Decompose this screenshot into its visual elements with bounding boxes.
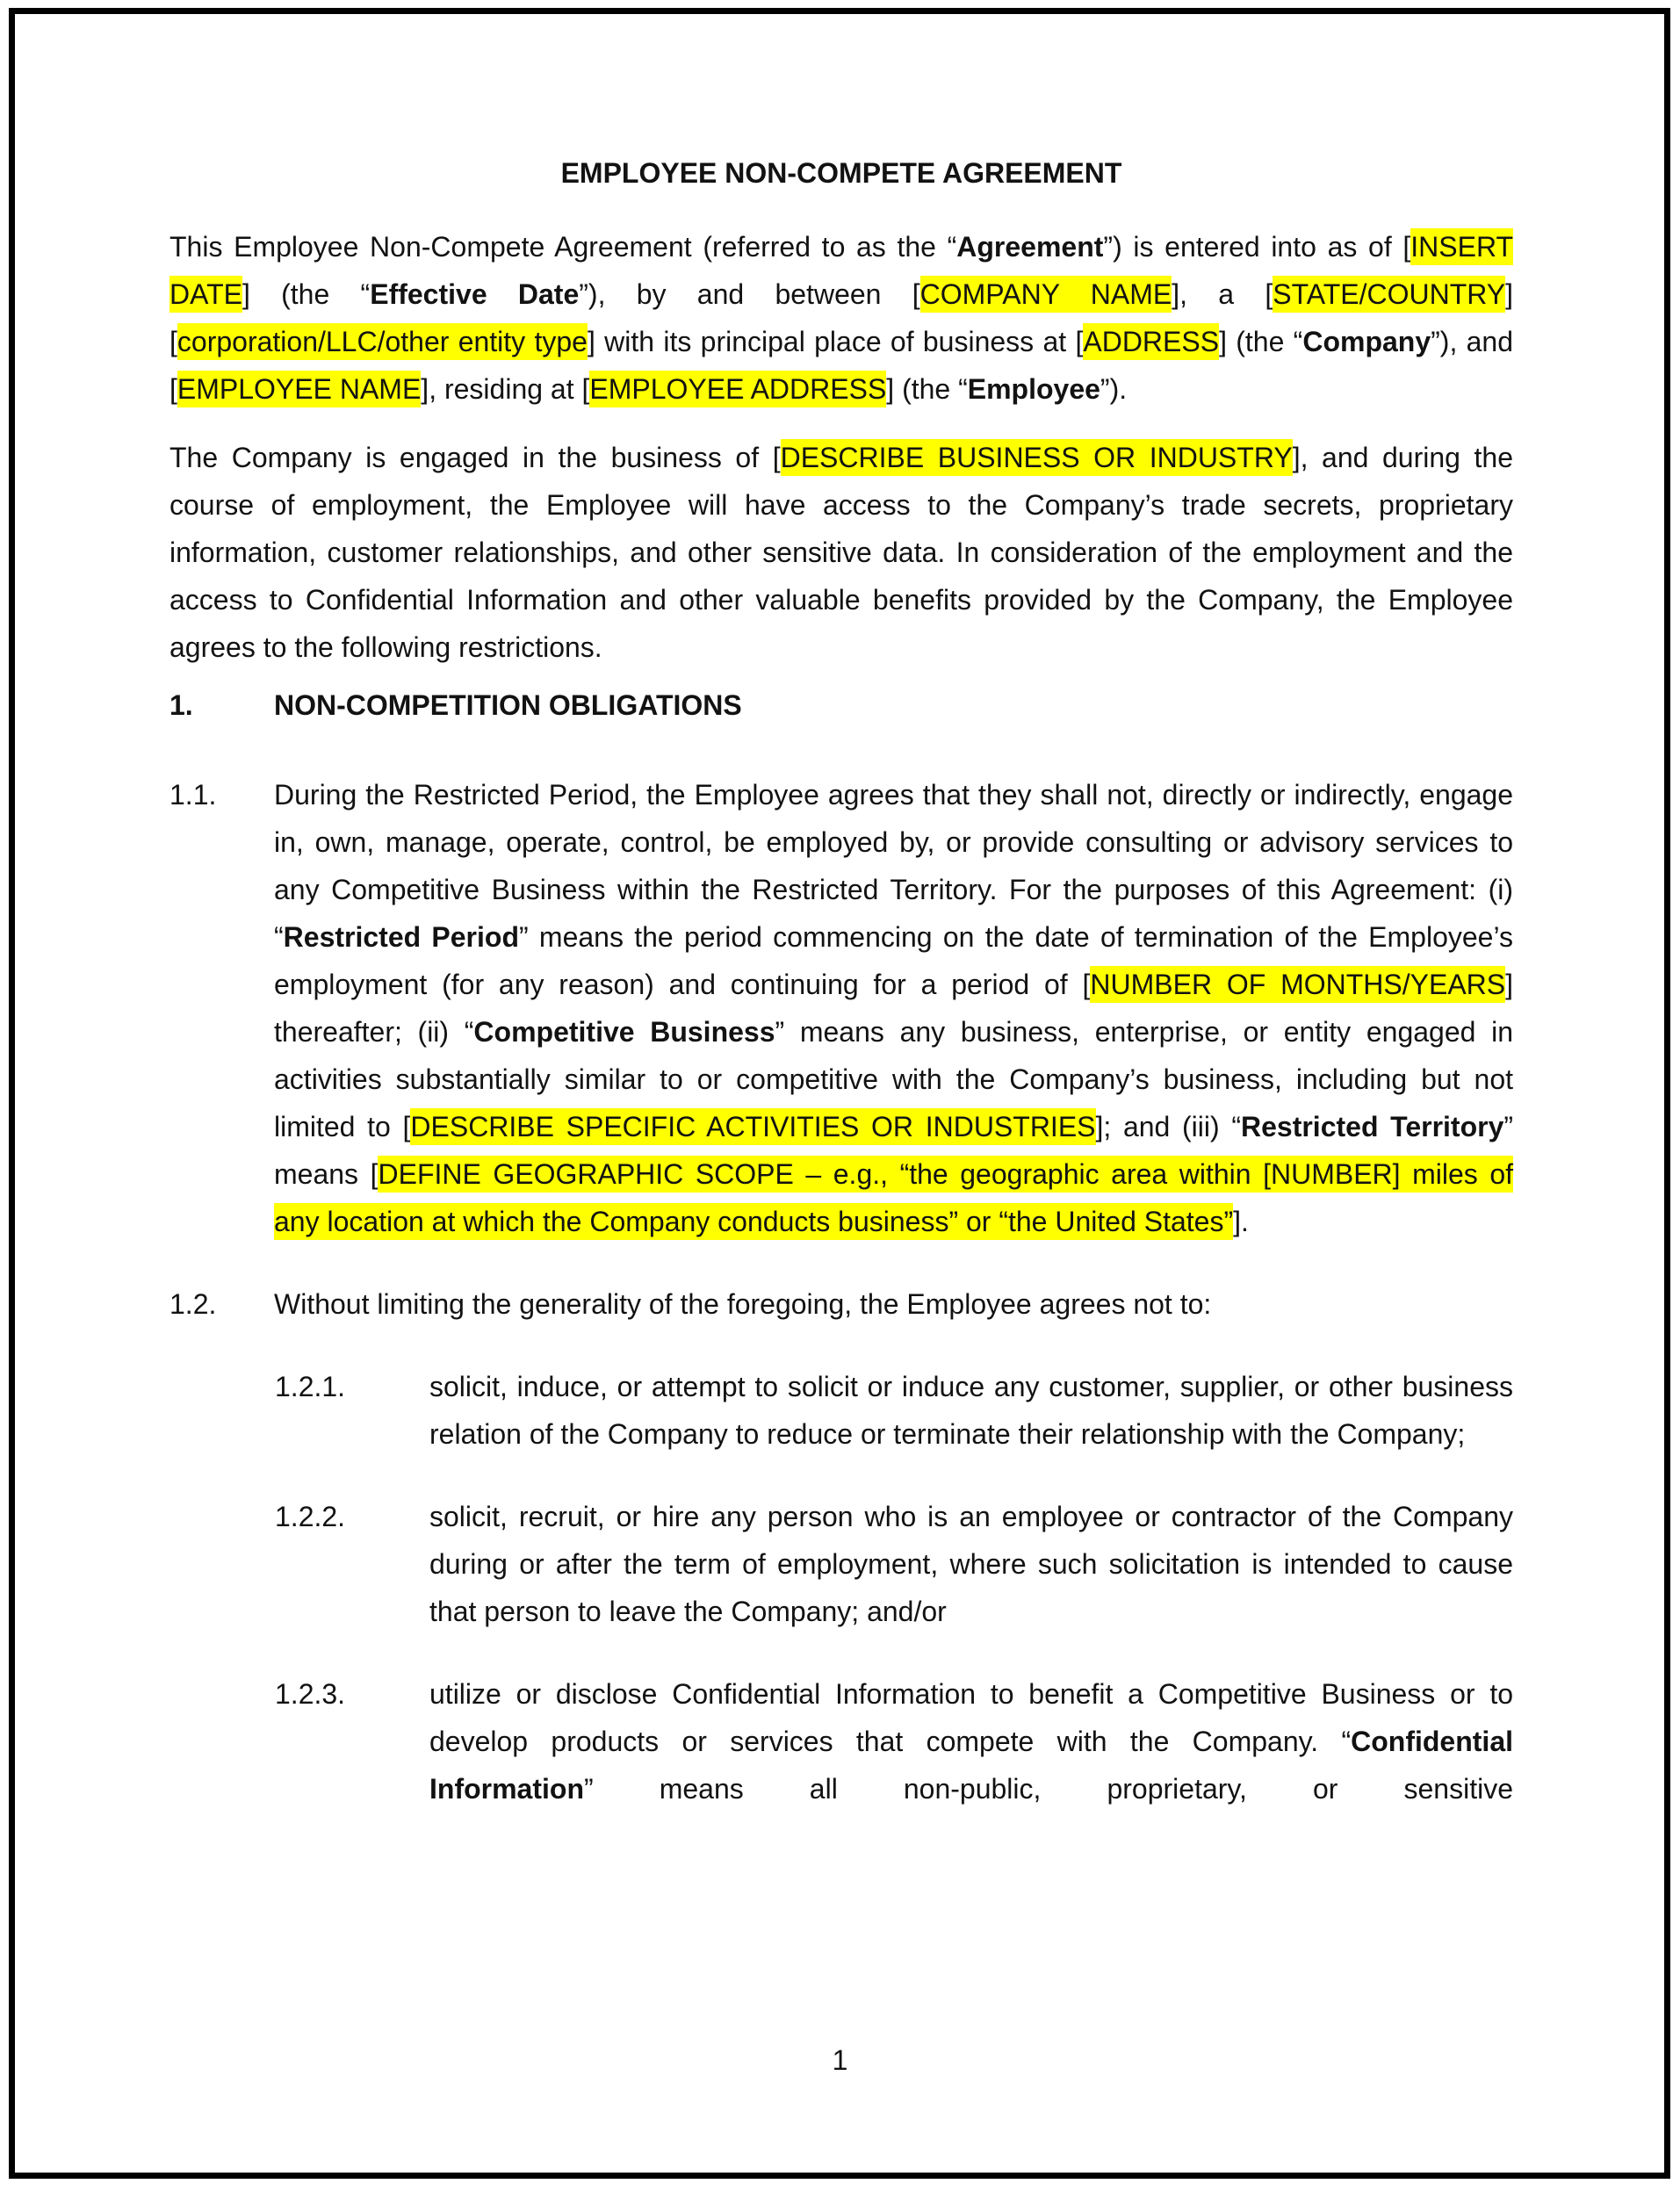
text-segment: ]; and (iii) “ bbox=[1095, 1111, 1241, 1142]
text-segment: ”), and [ bbox=[169, 326, 1514, 405]
defined-term-company: Company bbox=[1302, 326, 1431, 357]
clause-1-2-1 bbox=[169, 1363, 1513, 1458]
placeholder-insert-date: INSERT DATE bbox=[169, 228, 1513, 313]
section-1-number: 1. bbox=[169, 689, 193, 721]
document-content bbox=[169, 149, 1513, 1848]
defined-term-agreement: Agreement bbox=[956, 231, 1104, 263]
placeholder-company-name: COMPANY NAME bbox=[920, 276, 1172, 313]
document-title: EMPLOYEE NON-COMPETE AGREEMENT bbox=[560, 157, 1122, 189]
text-segment: ] (the “ bbox=[1219, 326, 1303, 357]
section-1-heading bbox=[169, 681, 1513, 729]
text-segment: ” means all non-public, proprietary, or sensitive bbox=[583, 1773, 1513, 1805]
clause-1-2 bbox=[169, 1280, 1513, 1328]
clause-1-2-2 bbox=[169, 1493, 1513, 1635]
text-segment: ”). bbox=[1100, 373, 1128, 405]
defined-term-employee: Employee bbox=[967, 373, 1100, 405]
clause-1-2-3-number: 1.2.3. bbox=[275, 1678, 346, 1710]
text-segment: The Company is engaged in the business of [ bbox=[169, 442, 781, 473]
placeholder-specific-activities: DESCRIBE SPECIFIC ACTIVITIES OR INDUSTRIES bbox=[410, 1108, 1095, 1145]
text-segment: ] thereafter; (ii) “ bbox=[274, 969, 1514, 1048]
placeholder-entity-type: corporation/LLC/other entity type bbox=[177, 323, 588, 360]
text-segment: ] [ bbox=[169, 278, 1514, 357]
text-segment: ” means [ bbox=[274, 1111, 1514, 1190]
defined-term-effective-date: Effective Date bbox=[370, 278, 580, 310]
text-segment: ”), by and between [ bbox=[579, 278, 920, 310]
text-segment: ]. bbox=[1233, 1206, 1249, 1237]
text-segment: utilize or disclose Confidential Information to benefit a Competitive Business or to develop products or services that compete with the Company. “ bbox=[429, 1678, 1513, 1757]
text-segment: ] (the “ bbox=[242, 278, 371, 310]
section-1-title: NON-COMPETITION OBLIGATIONS bbox=[274, 689, 742, 721]
text-segment: ], residing at [ bbox=[421, 373, 590, 405]
clause-1-1-number: 1.1. bbox=[169, 779, 217, 811]
placeholder-state-country: STATE/COUNTRY bbox=[1273, 276, 1505, 313]
placeholder-employee-address: EMPLOYEE ADDRESS bbox=[589, 371, 886, 407]
clause-1-2-1-text: solicit, induce, or attempt to solicit or induce any customer, supplier, or other business relation of the Company to reduce or terminate their relationship with the Company; bbox=[429, 1371, 1513, 1450]
clause-1-1 bbox=[169, 771, 1513, 1245]
defined-term-competitive-business: Competitive Business bbox=[473, 1016, 775, 1048]
clause-1-2-text: Without limiting the generality of the foregoing, the Employee agrees not to: bbox=[274, 1288, 1212, 1320]
defined-term-restricted-territory: Restricted Territory bbox=[1240, 1111, 1504, 1142]
placeholder-address: ADDRESS bbox=[1083, 323, 1219, 360]
defined-term-restricted-period: Restricted Period bbox=[283, 921, 519, 953]
clause-1-1-text bbox=[274, 771, 1513, 1245]
text-segment: ], a [ bbox=[1172, 278, 1273, 310]
clause-1-2-3 bbox=[169, 1670, 1513, 1813]
text-segment: During the Restricted Period, the Employee agrees that they shall not, directly or indirectly, engage in, own, manage, operate, control, be employed by, or provide consulting or advisory services to any Competitive Business within the Restricted Territory. For the purposes of this Agreement: (i) “ bbox=[274, 779, 1513, 953]
placeholder-business-industry: DESCRIBE BUSINESS OR INDUSTRY bbox=[781, 439, 1293, 476]
text-segment: ] with its principal place of business at [ bbox=[587, 326, 1084, 357]
clause-1-2-1-number: 1.2.1. bbox=[275, 1371, 346, 1402]
text-segment: ], and during the course of employment, the Employee will have access to the Company’s trade secrets, proprietary information, customer relationships, and other sensitive data. In consideration of the employment and the access to Confidential Information and other valuable benefits provided by the Company, the Employee agrees to the following restrictions. bbox=[169, 442, 1514, 663]
defined-term-confidential-information: Confidential Information bbox=[429, 1726, 1513, 1805]
intro-paragraph bbox=[169, 223, 1513, 413]
page-number: 1 bbox=[832, 2044, 848, 2076]
clause-1-2-3-text bbox=[429, 1670, 1513, 1813]
clause-1-2-number: 1.2. bbox=[169, 1288, 217, 1320]
clause-1-2-2-text: solicit, recruit, or hire any person who is an employee or contractor of the Company during or after the term of employment, where such solicitation is intended to cause that person to leave the Company; and/or bbox=[429, 1501, 1513, 1627]
placeholder-number-of-months-years: NUMBER OF MONTHS/YEARS bbox=[1090, 966, 1505, 1003]
text-segment: ”) is entered into as of [ bbox=[1103, 231, 1411, 263]
text-segment: ” means any business, enterprise, or entity engaged in activities substantially similar to or competitive with the Company’s business, including but not limited to [ bbox=[274, 1016, 1514, 1142]
placeholder-employee-name: EMPLOYEE NAME bbox=[177, 371, 421, 407]
placeholder-geographic-scope: DEFINE GEOGRAPHIC SCOPE – e.g., “the geographic area within [NUMBER] miles of any location at which the Company conducts business” or “the United States” bbox=[274, 1156, 1513, 1240]
text-segment: ] (the “ bbox=[886, 373, 968, 405]
clause-1-2-2-number: 1.2.2. bbox=[275, 1501, 346, 1532]
background-paragraph bbox=[169, 434, 1513, 671]
text-segment: This Employee Non-Compete Agreement (referred to as the “ bbox=[169, 231, 957, 263]
text-segment: ” means the period commencing on the date of termination of the Employee’s employment (for any reason) and continuing for a period of [ bbox=[274, 921, 1514, 1000]
